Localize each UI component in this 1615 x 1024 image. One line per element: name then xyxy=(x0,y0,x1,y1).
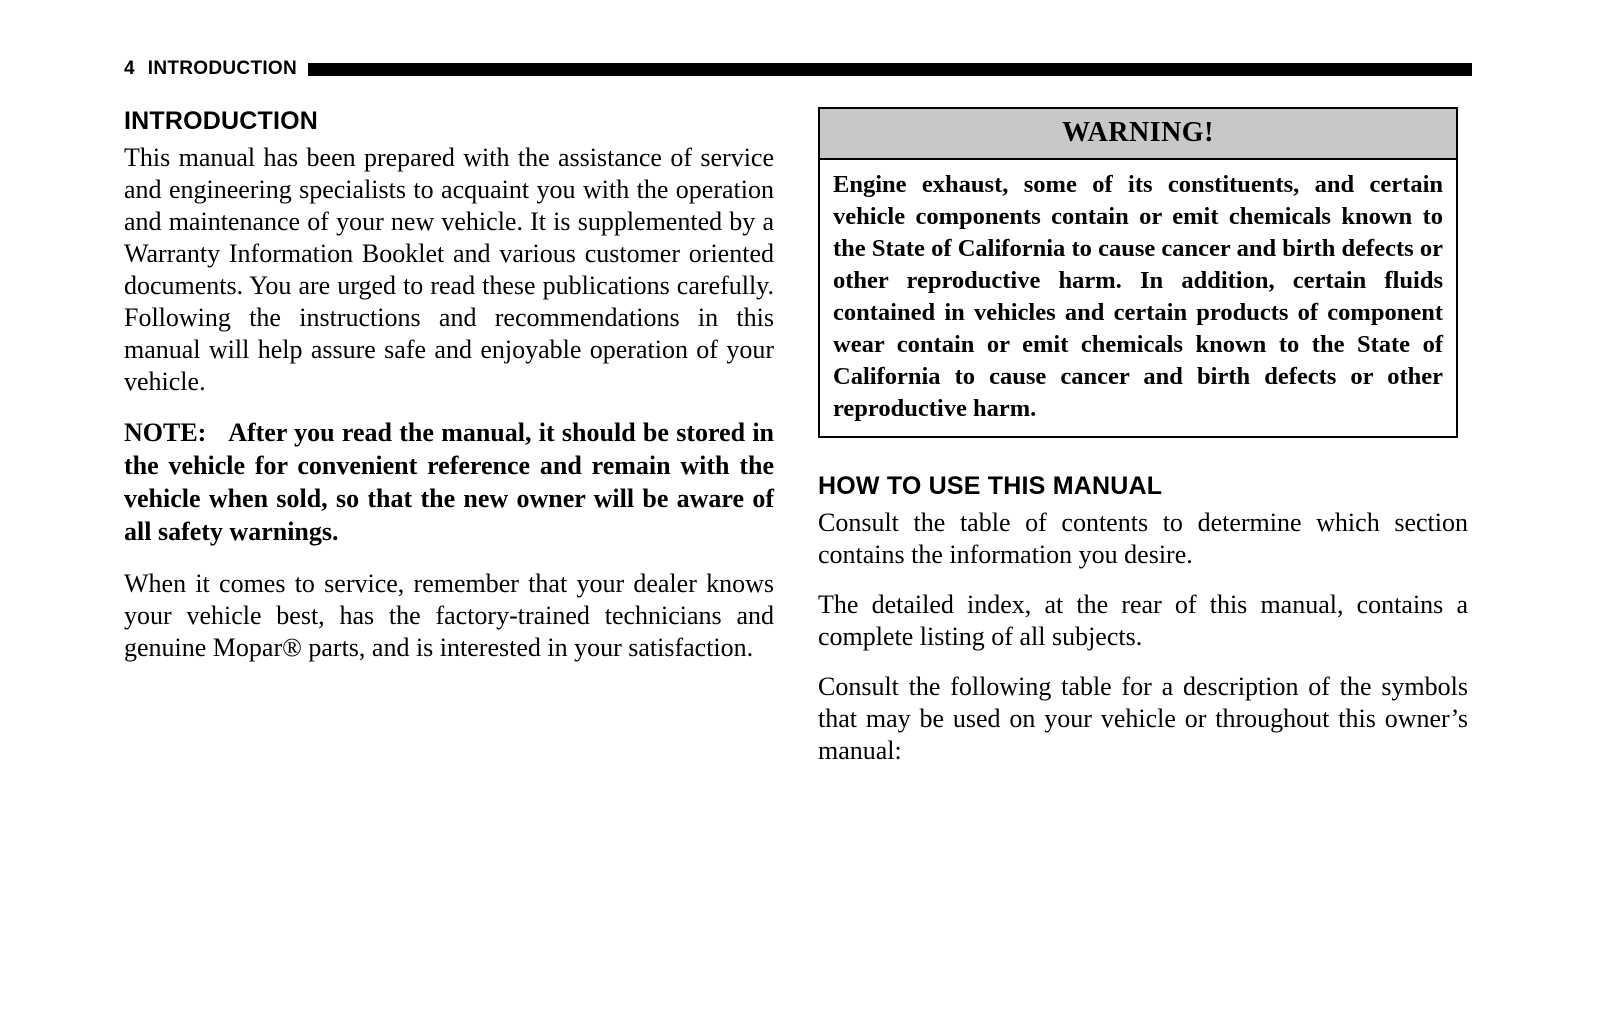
note-label: NOTE: xyxy=(124,418,207,447)
warning-box xyxy=(818,107,1458,438)
introduction-paragraph-1: This manual has been prepared with the assistance of service and engineering specialists to acquaint you with the operation and maintenance of your new vehicle. It is supplemented by a Warranty Information Booklet and various customer oriented documents. You are urged to read these publications carefully. Following the instructions and recommendations in this manual will help assure safe and enjoyable operation of your vehicle. xyxy=(124,143,774,396)
right-column xyxy=(818,107,1468,785)
introduction-heading: INTRODUCTION xyxy=(124,107,319,135)
note-text: After you read the manual, it should be stored in the vehicle for convenient reference and remain with the vehicle when sold, so that the new owner will be aware of all safety warnings. xyxy=(124,418,775,546)
header-rule xyxy=(308,63,1472,76)
page-number: 4 xyxy=(124,58,135,79)
how-to-use-paragraph-1: Consult the table of contents to determine which section contains the information you desire. xyxy=(818,508,1468,569)
header-section-title: INTRODUCTION xyxy=(147,58,298,79)
how-to-use-paragraph-2: The detailed index, at the rear of this manual, contains a complete listing of all subjects. xyxy=(818,590,1468,651)
warning-title: WARNING! xyxy=(820,109,1456,160)
introduction-paragraph-2: When it comes to service, remember that your dealer knows your vehicle best, has the factory-trained technicians and genuine Mopar® parts, and is interested in your satisfaction. xyxy=(124,569,774,662)
how-to-use-paragraph-3: Consult the following table for a description of the symbols that may be used on your vehicle or throughout this owner’s manual: xyxy=(818,672,1468,765)
introduction-note xyxy=(124,416,774,548)
left-column xyxy=(124,107,774,664)
warning-text: Engine exhaust, some of its constituents, and certain vehicle components contain or emit chemicals known to the State of California to cause cancer and birth defects or other reproductive harm. In addition, certain fluids contained in vehicles and certain products of component wear contain or emit chemicals known to the State of California to cause cancer and birth defects or other reproductive harm. xyxy=(833,171,1443,422)
page-header xyxy=(124,56,1472,82)
how-to-use-heading: HOW TO USE THIS MANUAL xyxy=(818,472,1163,500)
